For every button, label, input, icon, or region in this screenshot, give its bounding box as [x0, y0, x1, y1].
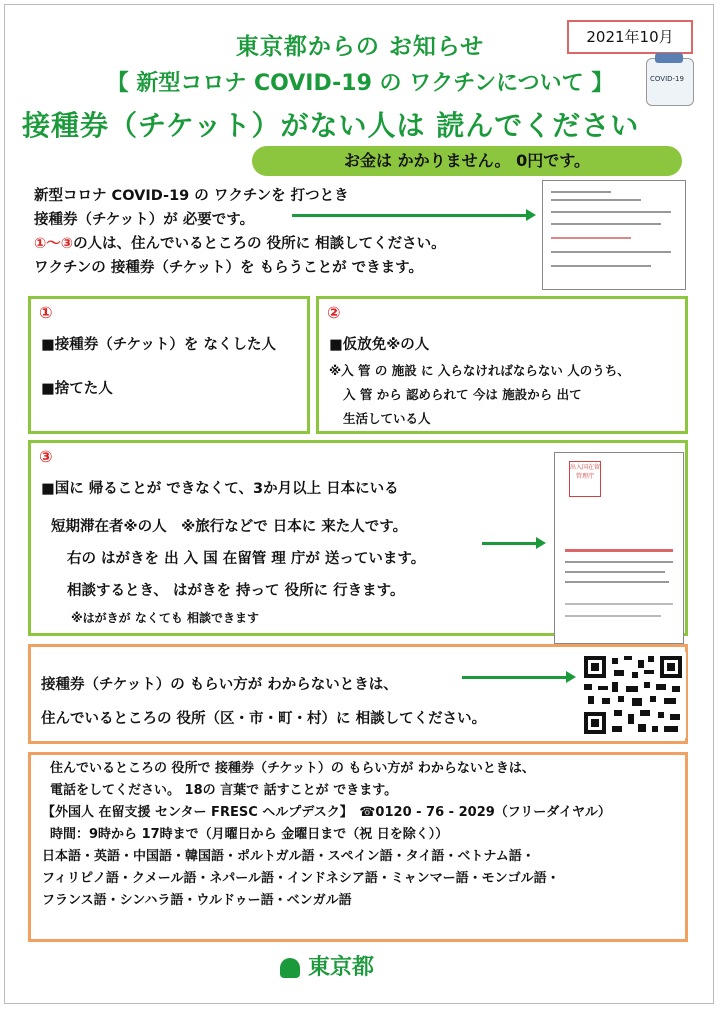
notice-heading: 東京都からの お知らせ: [235, 34, 485, 60]
intro-red-range: ①～③: [34, 236, 74, 252]
postcard-stamp-text: 出入国在留管理庁: [570, 464, 601, 480]
intro-line-3-rest: の人は、住んでいるところの 役所に 相談してください。: [73, 236, 446, 252]
languages-line-3: フランス語・シンハラ語・ウルドゥー語・ベンガル語: [42, 893, 352, 908]
case-2-note-1: ※入 管 の 施設 に 入らなければならない 人のうち、: [329, 363, 630, 378]
vaccine-vial-icon: [646, 58, 694, 106]
case-1-item-discarded: ■捨てた人: [41, 381, 113, 397]
case-2-number: ②: [327, 303, 341, 322]
case-2-note-2: 入 管 から 認められて 今は 施設から 出て: [343, 387, 582, 402]
help-desk-info: [28, 758, 611, 912]
ginkgo-logo-icon: [280, 958, 300, 978]
vial-label: COVID-19: [650, 75, 684, 83]
vaccine-subtitle: 【 新型コロナ COVID-19 の ワクチンについて 】: [106, 71, 614, 96]
date-badge: 2021年10月: [567, 20, 693, 54]
case-3-line-2: 短期滞在者※の人 ※旅行などで 日本に 来た人です。: [51, 519, 408, 535]
how-to-line-2: 住んでいるところの 役所（区・市・町・村）に 相談してください。: [41, 711, 487, 727]
free-of-charge-banner: お金は かかりません。 0円です。: [252, 146, 682, 176]
case-3-note: ※はがきが なくても 相談できます: [71, 611, 260, 625]
case-3-number: ③: [39, 447, 53, 466]
intro-line-3: [34, 232, 446, 256]
case-3-item: ■国に 帰ることが できなくて、3か月以上 日本にいる: [41, 481, 399, 497]
help-desk-phone[interactable]: 【外国人 在留支援 センター FRESC ヘルプデスク】 ☎0120 - 76 - 2029（フリーダイヤル）: [42, 805, 611, 820]
qr-code[interactable]: [580, 652, 686, 738]
case-1-number: ①: [39, 303, 53, 322]
case-3-line-4: 相談するとき、 はがきを 持って 役所に 行きます。: [67, 583, 405, 599]
intro-text: [34, 184, 446, 280]
languages-line-1: 日本語・英語・中国語・韓国語・ポルトガル語・スペイン語・タイ語・ベトナム語・: [42, 849, 535, 864]
postcard-stamp: [569, 461, 601, 497]
arrow-icon: [292, 214, 528, 217]
immigration-postcard-image: [554, 452, 684, 644]
arrow-icon: [482, 542, 538, 545]
help-line-1: 住んでいるところの 役所で 接種券（チケット）の もらい方が わからないときは、: [50, 761, 535, 776]
arrow-icon: [462, 676, 568, 679]
case-1-item-lost: ■接種券（チケット）を なくした人: [41, 337, 276, 353]
case-2-box: [316, 296, 688, 434]
intro-line-1: 新型コロナ COVID-19 の ワクチンを 打つとき: [34, 188, 349, 204]
vaccination-ticket-image: [542, 180, 686, 290]
intro-line-2: 接種券（チケット）が 必要です。: [34, 212, 255, 228]
case-1-box: [28, 296, 310, 434]
how-to-line-1: 接種券（チケット）の もらい方が わからないときは、: [41, 677, 398, 693]
tokyo-logo-text: 東京都: [308, 955, 375, 980]
languages-line-2: フィリピノ語・クメール語・ネパール語・インドネシア語・ミャンマー語・モンゴル語・: [42, 871, 560, 886]
case-3-line-3: 右の はがきを 出 入 国 在留管 理 庁が 送っています。: [67, 551, 426, 567]
case-2-item: ■仮放免※の人: [329, 337, 430, 353]
case-2-note-3: 生活している人: [343, 411, 431, 426]
help-desk-hours: 時間：9時から 17時まで（月曜日から 金曜日まで（祝 日を除く））: [50, 827, 449, 842]
tokyo-logo: [280, 950, 374, 981]
help-line-2: 電話をしてください。 18の 言葉で 話すことが できます。: [50, 783, 398, 798]
intro-line-4: ワクチンの 接種券（チケット）を もらうことが できます。: [34, 260, 423, 276]
main-headline: 接種券（チケット）がない人は 読んでください: [22, 109, 640, 142]
